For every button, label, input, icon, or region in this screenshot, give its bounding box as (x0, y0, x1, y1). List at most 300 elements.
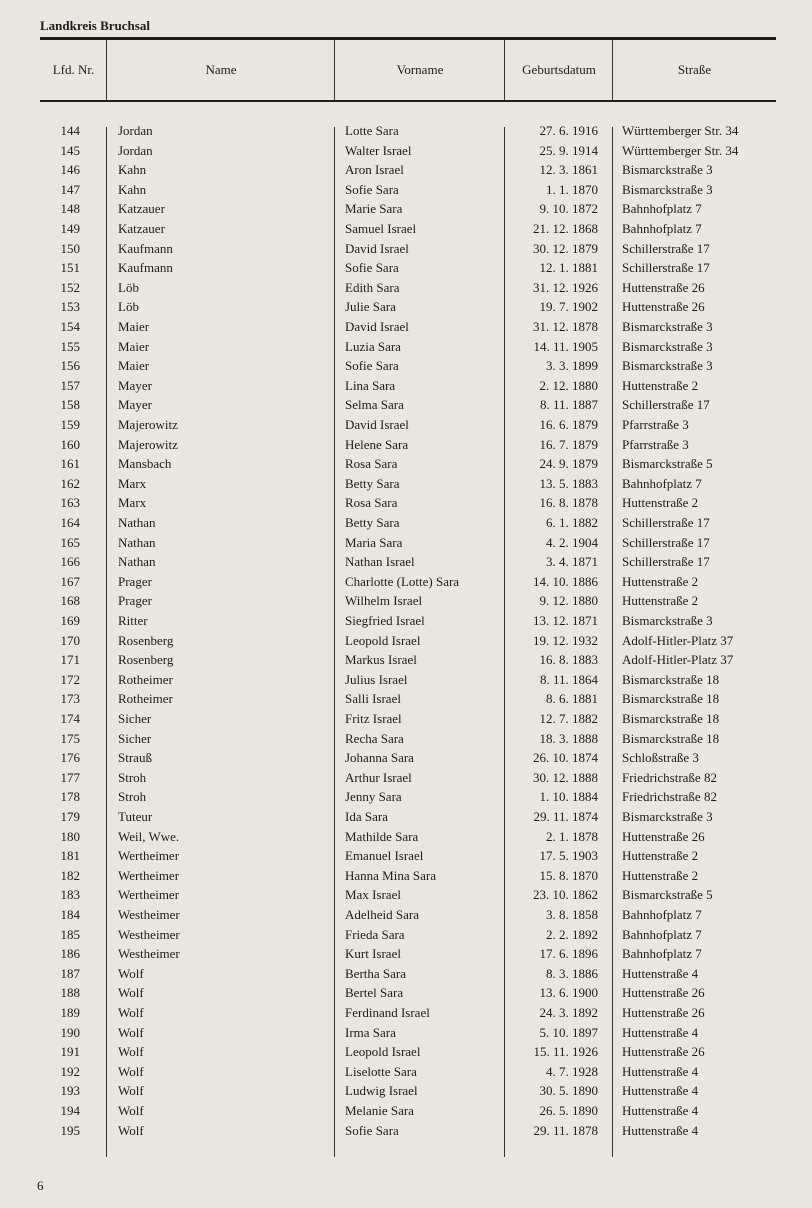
table-row (40, 376, 776, 396)
row-number: 183 (60, 887, 80, 903)
row-vorname: Johanna Sara (345, 750, 414, 766)
table-row (40, 827, 776, 847)
row-number: 180 (60, 828, 80, 844)
table-row (40, 415, 776, 435)
row-geburtsdatum: 15. 8. 1870 (539, 867, 598, 883)
row-name: Katzauer (118, 201, 165, 217)
row-vorname: Aron Israel (345, 162, 404, 178)
row-name: Kaufmann (118, 240, 173, 256)
row-number: 164 (60, 515, 80, 530)
row-geburtsdatum: 4. 7. 1928 (546, 1063, 598, 1079)
column-header-geburtsdatum: Geburtsdatum (522, 62, 596, 77)
row-name: Nathan (118, 515, 156, 530)
row-geburtsdatum: 17. 5. 1903 (539, 848, 598, 864)
row-name: Wertheimer (118, 887, 180, 903)
row-vorname: Kurt Israel (345, 946, 401, 962)
row-vorname: Mathilde Sara (345, 828, 419, 844)
row-name: Wolf (118, 1083, 144, 1099)
row-name: Ritter (118, 613, 148, 628)
row-strasse: Friedrichstraße 82 (622, 789, 717, 805)
row-strasse: Pfarrstraße 3 (622, 436, 689, 452)
table-row (40, 219, 776, 239)
row-number: 156 (60, 358, 80, 374)
row-strasse: Adolf-Hitler-Platz 37 (622, 652, 734, 668)
row-name: Wolf (118, 1122, 144, 1138)
row-number: 174 (60, 711, 80, 726)
table-row (40, 474, 776, 494)
row-name: Mayer (118, 397, 152, 413)
row-strasse: Bismarckstraße 3 (622, 181, 713, 197)
row-vorname: Sofie Sara (345, 358, 399, 374)
row-name: Wolf (118, 985, 144, 1001)
row-number: 162 (60, 475, 80, 491)
row-number: 155 (60, 338, 80, 354)
row-number: 151 (60, 260, 80, 276)
row-vorname: Betty Sara (345, 475, 400, 491)
table-row (40, 297, 776, 317)
row-name: Katzauer (118, 221, 165, 236)
row-strasse: Schillerstraße 17 (622, 260, 710, 276)
row-vorname: Lotte Sara (345, 123, 399, 138)
row-geburtsdatum: 31. 12. 1926 (533, 279, 598, 295)
register-table (40, 37, 776, 1159)
row-number: 148 (60, 201, 80, 217)
row-strasse: Bahnhofplatz 7 (622, 221, 702, 236)
row-strasse: Bismarckstraße 5 (622, 887, 713, 903)
row-number: 161 (60, 456, 80, 472)
row-number: 182 (60, 867, 80, 883)
table-row (40, 317, 776, 337)
row-strasse: Bismarckstraße 18 (622, 671, 720, 687)
row-geburtsdatum: 6. 1. 1882 (546, 515, 598, 530)
row-vorname: Salli Israel (345, 691, 401, 707)
row-vorname: Helene Sara (345, 436, 409, 452)
row-vorname: Sofie Sara (345, 181, 399, 197)
row-number: 145 (60, 142, 80, 158)
row-name: Marx (118, 495, 147, 511)
row-geburtsdatum: 9. 10. 1872 (539, 201, 598, 217)
row-strasse: Württemberger Str. 34 (622, 142, 739, 158)
row-name: Westheimer (118, 926, 180, 942)
row-number: 168 (60, 593, 80, 609)
row-vorname: Jenny Sara (345, 789, 402, 805)
row-vorname: Bertha Sara (345, 965, 407, 981)
row-vorname: Adelheid Sara (345, 907, 420, 922)
row-name: Wertheimer (118, 867, 180, 883)
row-number: 150 (60, 240, 80, 256)
row-geburtsdatum: 23. 10. 1862 (533, 887, 598, 903)
row-geburtsdatum: 3. 8. 1858 (546, 907, 598, 922)
row-name: Westheimer (118, 946, 180, 962)
table-row (40, 180, 776, 200)
column-divider (612, 40, 613, 100)
row-vorname: Charlotte (Lotte) Sara (345, 573, 460, 589)
row-name: Marx (118, 475, 147, 491)
table-row (40, 631, 776, 651)
row-geburtsdatum: 16. 6. 1879 (539, 417, 598, 432)
row-strasse: Huttenstraße 4 (622, 1083, 699, 1099)
table-row (40, 1062, 776, 1082)
table-row (40, 670, 776, 690)
row-number: 189 (60, 1005, 80, 1020)
row-strasse: Bismarckstraße 18 (622, 730, 720, 746)
row-vorname: Markus Israel (345, 652, 417, 668)
row-name: Wolf (118, 1044, 144, 1060)
row-vorname: David Israel (345, 240, 409, 256)
row-geburtsdatum: 8. 6. 1881 (546, 691, 598, 707)
table-row (40, 650, 776, 670)
row-name: Rotheimer (118, 671, 173, 687)
row-number: 185 (60, 926, 80, 942)
row-number: 146 (60, 162, 80, 178)
row-number: 167 (60, 573, 80, 589)
row-vorname: Siegfried Israel (345, 613, 425, 628)
row-number: 165 (60, 534, 80, 550)
row-number: 144 (60, 123, 80, 138)
table-row (40, 239, 776, 259)
row-strasse: Huttenstraße 4 (622, 1024, 699, 1040)
table-row (40, 454, 776, 474)
row-number: 160 (60, 436, 80, 452)
row-name: Wolf (118, 1024, 144, 1040)
page-number: 6 (37, 1178, 44, 1193)
row-number: 152 (60, 279, 80, 295)
table-row (40, 983, 776, 1003)
row-geburtsdatum: 8. 3. 1886 (546, 965, 598, 981)
row-vorname: Max Israel (345, 887, 401, 903)
table-row (40, 435, 776, 455)
table-row (40, 1121, 776, 1141)
row-name: Kahn (118, 162, 147, 178)
row-geburtsdatum: 16. 7. 1879 (539, 436, 598, 452)
row-strasse: Huttenstraße 4 (622, 1122, 699, 1138)
row-strasse: Schillerstraße 17 (622, 534, 710, 550)
row-number: 149 (60, 221, 80, 236)
row-name: Mansbach (118, 456, 172, 472)
row-geburtsdatum: 14. 11. 1905 (533, 338, 598, 354)
row-strasse: Huttenstraße 4 (622, 965, 699, 981)
row-vorname: Ida Sara (345, 809, 388, 824)
row-geburtsdatum: 3. 3. 1899 (546, 358, 598, 374)
row-geburtsdatum: 12. 1. 1881 (539, 260, 598, 276)
table-row (40, 552, 776, 572)
row-name: Stroh (118, 769, 147, 785)
row-strasse: Württemberger Str. 34 (622, 123, 739, 138)
row-strasse: Schillerstraße 17 (622, 240, 710, 256)
table-row (40, 141, 776, 161)
row-geburtsdatum: 9. 12. 1880 (539, 593, 598, 609)
row-strasse: Bahnhofplatz 7 (622, 201, 702, 217)
row-vorname: Nathan Israel (345, 554, 415, 570)
row-geburtsdatum: 8. 11. 1864 (539, 671, 598, 687)
row-vorname: Rosa Sara (345, 456, 398, 472)
row-name: Sicher (118, 730, 152, 746)
row-strasse: Bahnhofplatz 7 (622, 946, 702, 962)
row-number: 192 (60, 1063, 80, 1079)
row-number: 159 (60, 417, 80, 432)
row-geburtsdatum: 1. 1. 1870 (546, 181, 598, 197)
row-name: Kahn (118, 181, 147, 197)
row-strasse: Huttenstraße 26 (622, 279, 705, 295)
row-strasse: Schillerstraße 17 (622, 554, 710, 570)
row-vorname: Luzia Sara (345, 338, 401, 354)
row-geburtsdatum: 24. 3. 1892 (539, 1005, 598, 1020)
column-header-strasse: Straße (677, 62, 712, 77)
row-name: Maier (118, 319, 150, 334)
table-row (40, 258, 776, 278)
table-row (40, 199, 776, 219)
row-name: Nathan (118, 534, 156, 550)
row-strasse: Schillerstraße 17 (622, 515, 710, 530)
row-geburtsdatum: 13. 6. 1900 (539, 985, 598, 1001)
row-strasse: Bahnhofplatz 7 (622, 926, 702, 942)
row-number: 187 (60, 965, 80, 981)
row-name: Wertheimer (118, 848, 180, 864)
row-vorname: Betty Sara (345, 515, 400, 530)
table-row (40, 689, 776, 709)
row-geburtsdatum: 2. 12. 1880 (539, 377, 598, 393)
row-geburtsdatum: 19. 12. 1932 (533, 632, 598, 648)
row-geburtsdatum: 18. 3. 1888 (539, 730, 598, 746)
row-strasse: Huttenstraße 2 (622, 495, 699, 511)
table-row (40, 572, 776, 592)
row-geburtsdatum: 27. 6. 1916 (539, 123, 598, 138)
row-strasse: Huttenstraße 2 (622, 573, 699, 589)
row-strasse: Bahnhofplatz 7 (622, 907, 702, 922)
row-geburtsdatum: 17. 6. 1896 (539, 946, 598, 962)
row-name: Tuteur (118, 809, 153, 824)
row-strasse: Bismarckstraße 3 (622, 358, 713, 374)
row-strasse: Bismarckstraße 18 (622, 711, 720, 726)
row-vorname: Marie Sara (345, 201, 403, 217)
row-geburtsdatum: 1. 10. 1884 (539, 789, 598, 805)
row-geburtsdatum: 14. 10. 1886 (533, 573, 598, 589)
row-number: 172 (60, 671, 80, 687)
row-number: 157 (60, 377, 80, 393)
column-divider (334, 40, 335, 100)
table-row (40, 866, 776, 886)
row-strasse: Schloßstraße 3 (622, 750, 699, 766)
row-vorname: David Israel (345, 417, 409, 432)
table-row (40, 591, 776, 611)
row-geburtsdatum: 13. 12. 1871 (533, 613, 598, 628)
row-vorname: Maria Sara (345, 534, 403, 550)
table-row (40, 787, 776, 807)
row-vorname: Arthur Israel (345, 769, 412, 785)
row-strasse: Huttenstraße 2 (622, 593, 699, 609)
row-number: 188 (60, 985, 80, 1001)
row-vorname: Lina Sara (345, 377, 396, 393)
row-vorname: Irma Sara (345, 1024, 396, 1040)
column-divider (106, 40, 107, 100)
row-strasse: Adolf-Hitler-Platz 37 (622, 632, 734, 648)
row-vorname: Frieda Sara (345, 926, 405, 942)
row-name: Maier (118, 338, 150, 354)
row-number: 184 (60, 907, 80, 922)
row-vorname: Recha Sara (345, 730, 404, 746)
table-row (40, 885, 776, 905)
row-name: Rotheimer (118, 691, 173, 707)
row-name: Maier (118, 358, 150, 374)
row-number: 154 (60, 319, 80, 334)
row-geburtsdatum: 12. 3. 1861 (539, 162, 598, 178)
row-number: 169 (60, 613, 80, 628)
row-name: Sicher (118, 711, 152, 726)
row-name: Wolf (118, 1103, 144, 1118)
table-row (40, 121, 776, 141)
header-bottom-rule (40, 100, 776, 102)
row-geburtsdatum: 26. 5. 1890 (539, 1103, 598, 1118)
row-strasse: Bismarckstraße 3 (622, 809, 713, 824)
column-divider (504, 40, 505, 100)
row-geburtsdatum: 2. 2. 1892 (546, 926, 598, 942)
row-geburtsdatum: 2. 1. 1878 (546, 828, 598, 844)
row-vorname: Ludwig Israel (345, 1083, 418, 1099)
row-number: 190 (60, 1024, 80, 1040)
row-name: Jordan (118, 142, 153, 158)
table-row (40, 729, 776, 749)
row-vorname: Emanuel Israel (345, 848, 424, 864)
row-name: Kaufmann (118, 260, 173, 276)
table-row (40, 709, 776, 729)
table-row (40, 964, 776, 984)
table-row (40, 1023, 776, 1043)
row-strasse: Huttenstraße 2 (622, 867, 699, 883)
row-number: 171 (60, 652, 80, 668)
row-geburtsdatum: 4. 2. 1904 (546, 534, 598, 550)
row-number: 170 (60, 632, 80, 648)
row-number: 175 (60, 730, 80, 746)
table-row (40, 278, 776, 298)
table-row (40, 337, 776, 357)
row-vorname: Julie Sara (345, 299, 396, 315)
row-strasse: Huttenstraße 4 (622, 1063, 699, 1079)
table-row (40, 611, 776, 631)
table-row (40, 1101, 776, 1121)
row-strasse: Friedrichstraße 82 (622, 769, 717, 785)
row-geburtsdatum: 19. 7. 1902 (539, 299, 598, 315)
row-vorname: Sofie Sara (345, 1122, 399, 1138)
table-row (40, 493, 776, 513)
row-number: 193 (60, 1083, 80, 1099)
table-row (40, 356, 776, 376)
row-geburtsdatum: 29. 11. 1874 (533, 809, 598, 824)
row-number: 166 (60, 554, 80, 570)
column-header-nr: Lfd. Nr. (52, 62, 95, 77)
table-row (40, 944, 776, 964)
row-name: Majerowitz (118, 417, 178, 432)
table-row (40, 846, 776, 866)
page-header-title: Landkreis Bruchsal (40, 18, 150, 33)
table-row (40, 1081, 776, 1101)
row-strasse: Huttenstraße 26 (622, 828, 705, 844)
row-geburtsdatum: 30. 12. 1879 (533, 240, 598, 256)
row-name: Wolf (118, 1005, 144, 1020)
row-number: 176 (60, 750, 80, 766)
row-vorname: Fritz Israel (345, 711, 402, 726)
row-vorname: Wilhelm Israel (345, 593, 423, 609)
row-number: 181 (60, 848, 80, 864)
table-row (40, 748, 776, 768)
row-vorname: Rosa Sara (345, 495, 398, 511)
table-row (40, 160, 776, 180)
row-number: 147 (60, 181, 80, 197)
row-number: 163 (60, 495, 80, 511)
row-vorname: Walter Israel (345, 142, 412, 158)
row-strasse: Bahnhofplatz 7 (622, 475, 702, 491)
row-name: Nathan (118, 554, 156, 570)
row-strasse: Huttenstraße 2 (622, 848, 699, 864)
row-name: Stroh (118, 789, 147, 805)
row-name: Rosenberg (118, 652, 174, 668)
row-strasse: Huttenstraße 26 (622, 985, 705, 1001)
table-row (40, 768, 776, 788)
row-vorname: Selma Sara (345, 397, 404, 413)
row-number: 195 (60, 1122, 80, 1138)
row-strasse: Schillerstraße 17 (622, 397, 710, 413)
row-geburtsdatum: 3. 4. 1871 (546, 554, 598, 570)
row-vorname: Hanna Mina Sara (345, 867, 436, 883)
table-row (40, 513, 776, 533)
row-name: Wolf (118, 965, 144, 981)
row-number: 177 (60, 769, 80, 785)
row-strasse: Bismarckstraße 3 (622, 338, 713, 354)
row-geburtsdatum: 25. 9. 1914 (539, 142, 598, 158)
row-geburtsdatum: 26. 10. 1874 (533, 750, 598, 766)
row-strasse: Huttenstraße 2 (622, 377, 699, 393)
row-number: 179 (60, 809, 80, 824)
row-strasse: Bismarckstraße 3 (622, 319, 713, 334)
row-vorname: Sofie Sara (345, 260, 399, 276)
row-name: Strauß (118, 750, 152, 766)
row-geburtsdatum: 31. 12. 1878 (533, 319, 598, 334)
row-number: 178 (60, 789, 80, 805)
row-strasse: Huttenstraße 26 (622, 299, 705, 315)
table-row (40, 905, 776, 925)
row-number: 186 (60, 946, 80, 962)
table-row (40, 533, 776, 553)
row-strasse: Bismarckstraße 3 (622, 613, 713, 628)
column-header-vorname: Vorname (396, 62, 444, 77)
row-geburtsdatum: 29. 11. 1878 (533, 1122, 598, 1138)
row-number: 194 (60, 1103, 80, 1118)
row-vorname: David Israel (345, 319, 409, 334)
row-name: Majerowitz (118, 436, 178, 452)
row-vorname: Leopold Israel (345, 632, 421, 648)
row-name: Löb (118, 279, 139, 295)
row-geburtsdatum: 30. 5. 1890 (539, 1083, 598, 1099)
row-name: Löb (118, 299, 139, 315)
row-name: Westheimer (118, 907, 180, 922)
table-row (40, 807, 776, 827)
row-geburtsdatum: 24. 9. 1879 (539, 456, 598, 472)
row-vorname: Leopold Israel (345, 1044, 421, 1060)
row-strasse: Huttenstraße 26 (622, 1044, 705, 1060)
table-row (40, 925, 776, 945)
row-vorname: Edith Sara (345, 279, 400, 295)
row-number: 158 (60, 397, 80, 413)
row-vorname: Liselotte Sara (345, 1063, 417, 1079)
row-number: 191 (60, 1044, 80, 1060)
row-name: Jordan (118, 123, 153, 138)
row-geburtsdatum: 16. 8. 1878 (539, 495, 598, 511)
row-number: 153 (60, 299, 80, 315)
row-name: Weil, Wwe. (118, 828, 180, 844)
row-geburtsdatum: 21. 12. 1868 (533, 221, 598, 236)
row-vorname: Melanie Sara (345, 1103, 414, 1118)
row-strasse: Pfarrstraße 3 (622, 417, 689, 432)
table-row (40, 1042, 776, 1062)
